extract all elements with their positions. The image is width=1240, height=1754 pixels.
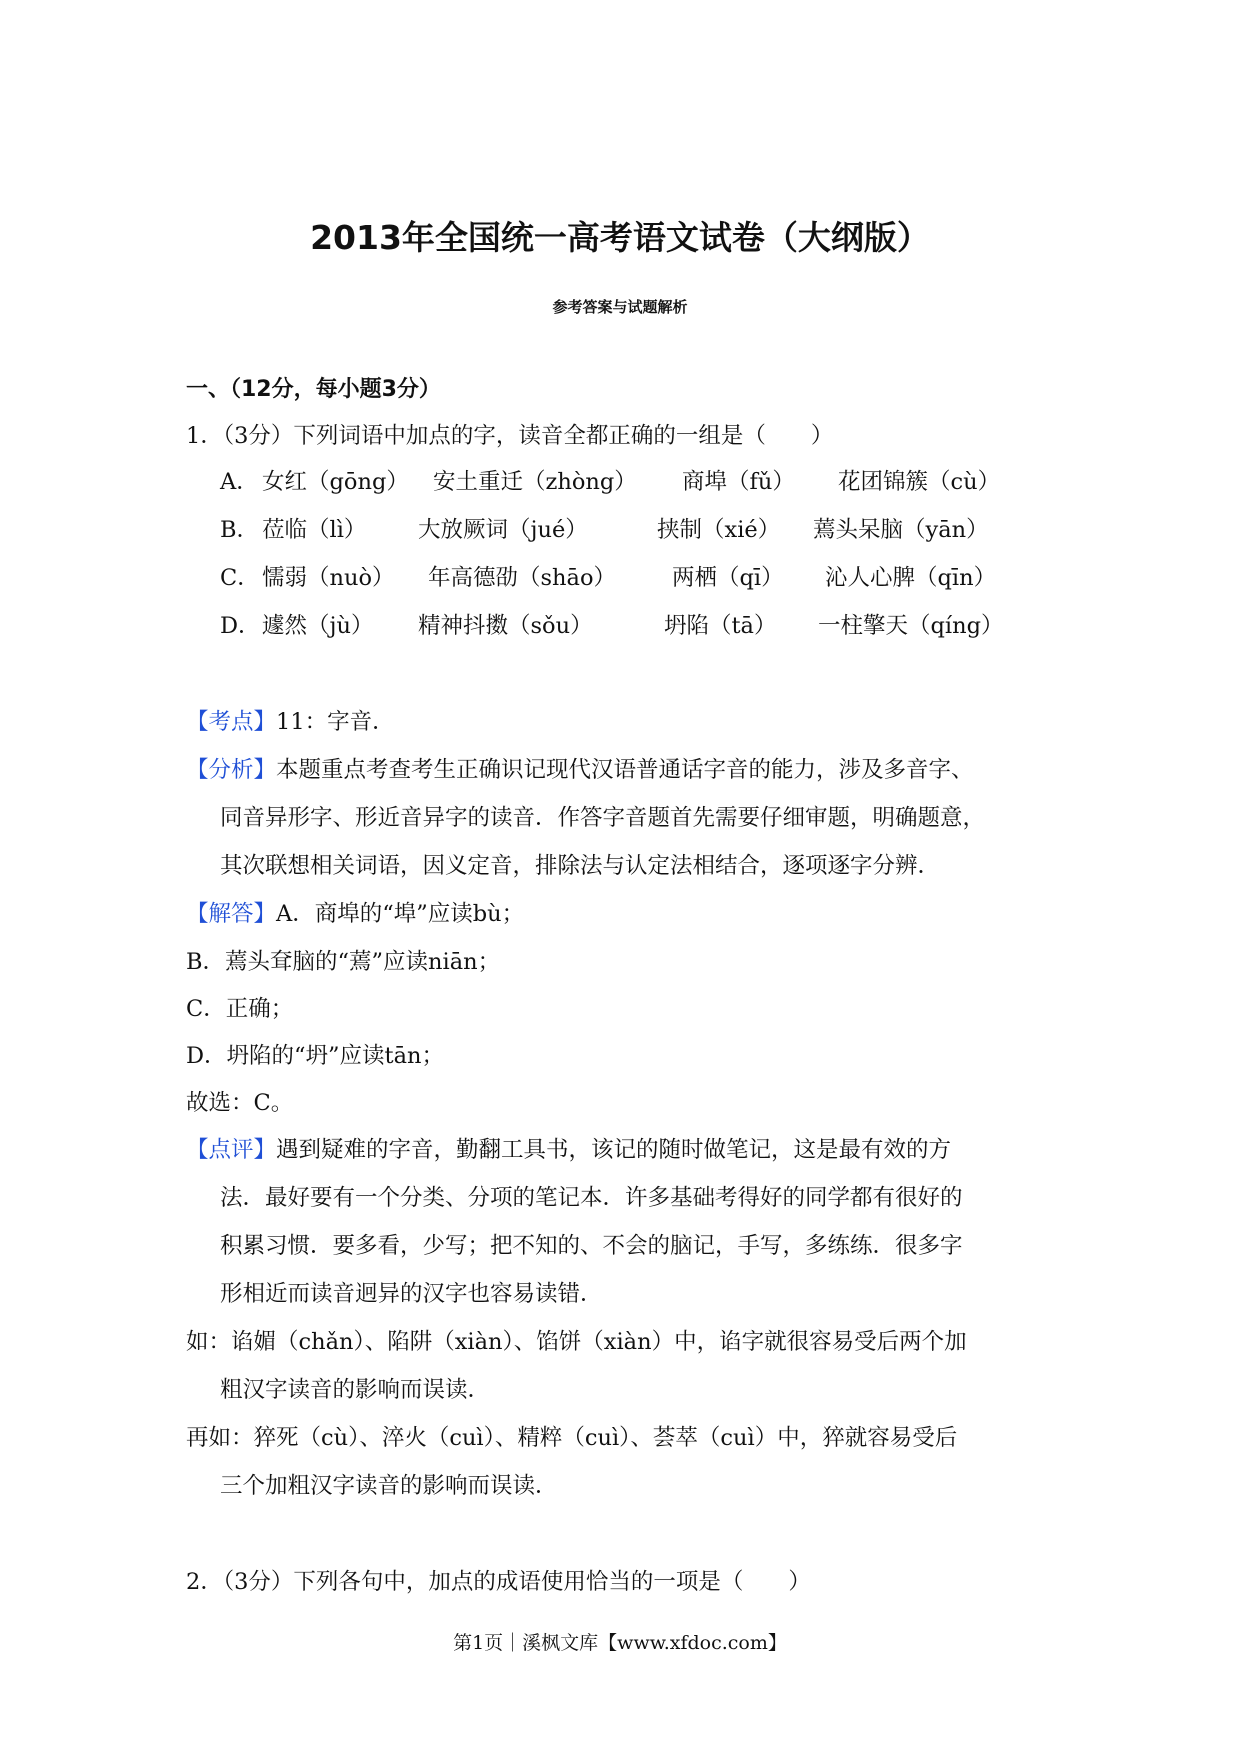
kaodian-text: 11：字音．	[276, 709, 395, 735]
fenxi-text: 其次联想相关词语，因义定音，排除法与认定法相结合，逐项逐字分辨．	[220, 853, 941, 879]
example-text: 三个加粗汉字读音的影响而误读．	[220, 1473, 558, 1499]
fenxi-text: 同音异形字、形近音异字的读音．作答字音题首先需要仔细审题，明确题意，	[220, 805, 986, 831]
page-footer: 第1页｜溪枫文库【www.xfdoc.com】	[453, 1632, 787, 1654]
question-1-stem: 1．（3分）下列词语中加点的字，读音全都正确的一组是（ ）	[186, 423, 834, 449]
option-item: 年高德劭（shāo）	[428, 565, 616, 591]
option-item: 安土重迁（zhòng）	[433, 469, 637, 495]
jieda-line	[186, 898, 524, 930]
option-item: 一柱擎天（qíng）	[818, 613, 1004, 639]
example-text: 再如：猝死（cù）、淬火（cuì）、精粹（cuì）、荟萃（cuì）中，猝就容易受后	[186, 1425, 958, 1451]
jieda-text: C．正确；	[186, 996, 294, 1022]
jieda-answer: 故选：C。	[186, 1090, 294, 1116]
option-item: 挟制（xié）	[657, 517, 781, 543]
dianping-text: 形相近而读音迥异的汉字也容易读错．	[220, 1281, 603, 1307]
jieda-text: A．商埠的“埠”应读bù；	[276, 901, 525, 927]
option-item: 莅临（lì）	[262, 517, 367, 543]
example-text: 如：谄媚（chǎn）、陷阱（xiàn）、馅饼（xiàn）中，谄字就很容易受后两个加	[186, 1329, 967, 1355]
option-letter: A．	[220, 469, 259, 495]
section-heading: 一、（12分，每小题3分）	[186, 377, 441, 402]
document-subtitle: 参考答案与试题解析	[552, 298, 688, 316]
option-item: 商埠（fǔ）	[682, 469, 795, 495]
option-item: 沁人心脾（qīn）	[825, 565, 997, 591]
example-text: 粗汉字读音的影响而误读．	[220, 1377, 491, 1403]
option-item: 懦弱（nuò）	[262, 565, 395, 591]
option-letter: C．	[220, 565, 260, 591]
document-title: 2013年全国统一高考语文试卷（大纲版）	[310, 218, 930, 257]
dianping-text: 积累习惯．要多看，少写；把不知的、不会的脑记，手写，多练练．很多字	[220, 1233, 963, 1259]
jieda-text: B．蔫头耷脑的“蔫”应读niān；	[186, 949, 501, 975]
option-item: 遽然（jù）	[262, 613, 374, 639]
option-item: 两栖（qī）	[672, 565, 784, 591]
option-item: 大放厥词（jué）	[418, 517, 588, 543]
fenxi-tag: 【分析】	[186, 757, 277, 783]
dianping-tag: 【点评】	[186, 1137, 277, 1163]
jieda-text: D．坍陷的“坍”应读tān；	[186, 1043, 444, 1069]
option-letter: B．	[220, 517, 260, 543]
fenxi-line	[186, 754, 974, 786]
option-item: 花团锦簇（cù）	[838, 469, 1001, 495]
option-letter: D．	[220, 613, 261, 639]
option-item: 坍陷（tā）	[664, 613, 777, 639]
kaodian-line	[186, 706, 395, 738]
question-2-stem: 2．（3分）下列各句中，加点的成语使用恰当的一项是（ ）	[186, 1569, 811, 1595]
fenxi-text: 本题重点考查考生正确识记现代汉语普通话字音的能力，涉及多音字、	[276, 757, 974, 783]
kaodian-tag: 【考点】	[186, 709, 277, 735]
jieda-tag: 【解答】	[186, 901, 277, 927]
option-item: 女红（gōng）	[262, 469, 409, 495]
option-item: 蔫头呆脑（yān）	[813, 517, 989, 543]
option-item: 精神抖擞（sǒu）	[418, 613, 593, 639]
dianping-line	[186, 1134, 951, 1166]
dianping-text: 法．最好要有一个分类、分项的笔记本．许多基础考得好的同学都有很好的	[220, 1185, 963, 1211]
dianping-text: 遇到疑难的字音，勤翻工具书，该记的随时做笔记，这是最有效的方	[276, 1137, 952, 1163]
